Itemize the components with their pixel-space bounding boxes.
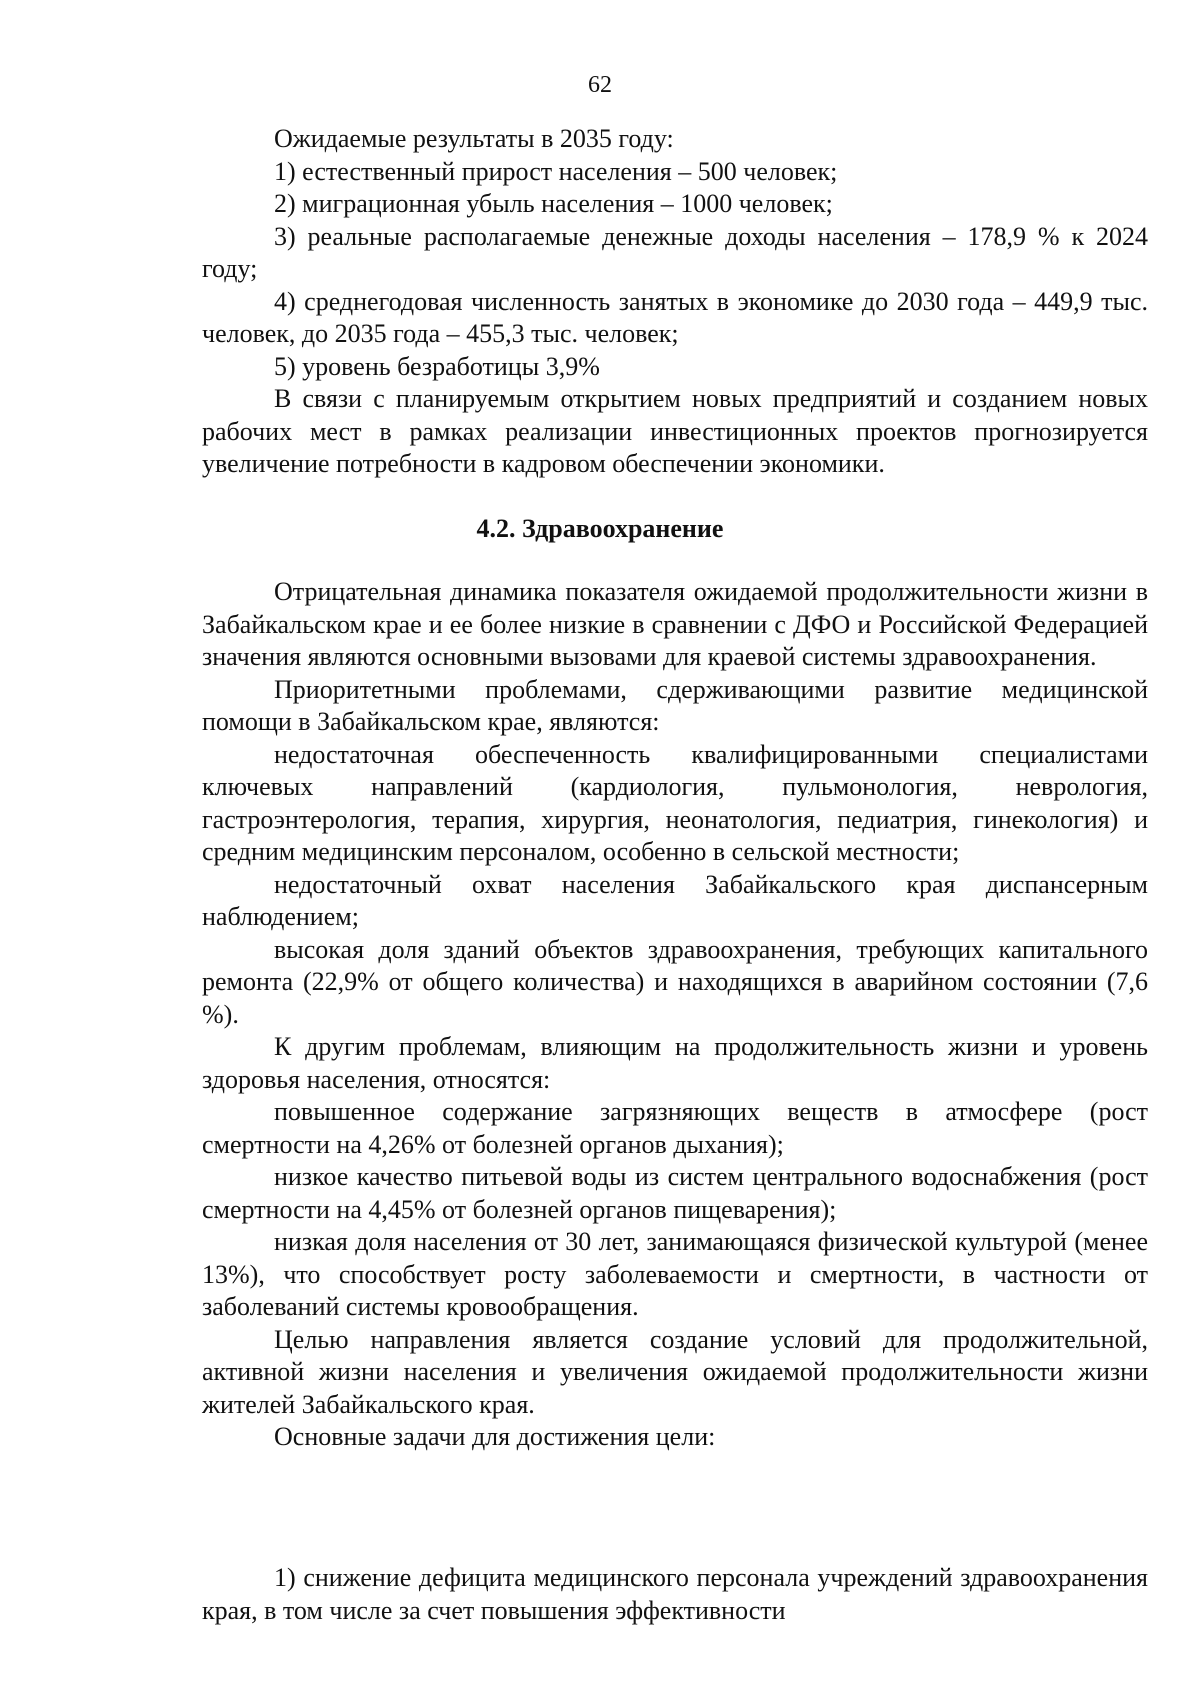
paragraph-goal: Целью направления является создание условий для продолжительной, активной жизни населения и увеличения ожидаемой продолжительности жизни жителей Забайкальского края. <box>202 1324 1148 1419</box>
paragraph-main-tasks-intro: Основные задачи для достижения цели: <box>274 1422 716 1451</box>
result-item-1: 1) естественный прирост населения – 500 человек; <box>274 156 838 186</box>
expected-results-intro: Ожидаемые результаты в 2035 году: <box>274 124 674 153</box>
paragraph-life-expectancy: Отрицательная динамика показателя ожидаемой продолжительности жизни в Забайкальском крае и ее более низкие в сравнении с ДФО и Российской Федерацией значения являются основными вызовами для краевой системы здравоохранения. <box>202 577 1148 671</box>
result-item-3: 3) реальные располагаемые денежные доходы населения – 178,9 % к 2024 году; <box>202 221 1148 283</box>
result-item-5: 5) уровень безработицы 3,9% <box>274 351 600 381</box>
paragraph-staff-shortage: недостаточная обеспеченность квалифицированными специалистами ключевых направлений (кардиология, пульмонология, неврология, гастроэнтерология, терапия, хирургия, неонатология, педиатрия, гинекология) и средним медицинским персоналом, особенно в сельской местности; <box>202 739 1148 866</box>
page-number: 62 <box>588 72 612 98</box>
result-item-2: 2) миграционная убыль населения – 1000 человек; <box>274 189 833 218</box>
paragraph-dispensary-coverage: недостаточный охват населения Забайкальского края диспансерным наблюдением; <box>202 869 1148 931</box>
expected-results-block <box>202 123 1148 481</box>
paragraph-physical-activity: низкая доля населения от 30 лет, занимающаяся физической культурой (менее 13%), что способствует росту заболеваемости и смертности, в частности от заболеваний системы кровообращения. <box>202 1227 1148 1321</box>
section-heading: 4.2. Здравоохранение <box>476 514 724 543</box>
result-item-4: 4) среднегодовая численность занятых в экономике до 2030 года – 449,9 тыс. человек, до 2035 года – 455,3 тыс. человек; <box>202 286 1148 348</box>
main-tasks-block <box>202 1562 1148 1627</box>
paragraph-air-pollution: повышенное содержание загрязняющих веществ в атмосфере (рост смертности на 4,26% от болезней органов дыхания); <box>202 1097 1148 1159</box>
healthcare-section-body <box>202 576 1148 1454</box>
task-item-1: 1) снижение дефицита медицинского персонала учреждений здравоохранения края, в том числе за счет повышения эффективности <box>202 1563 1148 1625</box>
paragraph-buildings-repair: высокая доля зданий объектов здравоохранения, требующих капитального ремонта (22,9% от общего количества) и находящихся в аварийном состоянии (7,6 %). <box>202 934 1148 1029</box>
paragraph-priority-problems: Приоритетными проблемами, сдерживающими развитие медицинской помощи в Забайкальском крае, являются: <box>202 674 1148 736</box>
staffing-paragraph: В связи с планируемым открытием новых предприятий и созданием новых рабочих мест в рамках реализации инвестиционных проектов прогнозируется увеличение потребности в кадровом обеспечении экономики. <box>202 384 1148 478</box>
paragraph-water-quality: низкое качество питьевой воды из систем центрального водоснабжения (рост смертности на 4,45% от болезней органов пищеварения); <box>202 1162 1148 1224</box>
paragraph-other-problems: К другим проблемам, влияющим на продолжительность жизни и уровень здоровья населения, относятся: <box>202 1032 1148 1094</box>
